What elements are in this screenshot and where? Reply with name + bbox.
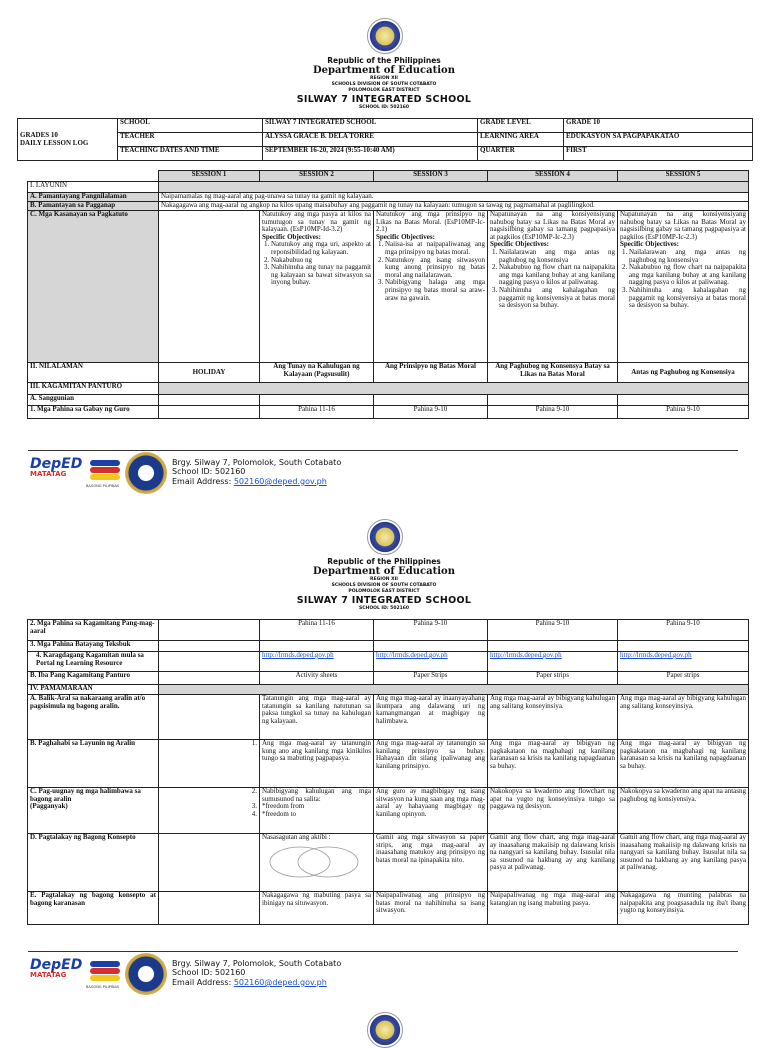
gabay-session-3: Pahina 9-10 <box>374 406 488 419</box>
kasanayan-session-3: Natutukoy ang mga prinsipyo ng Likas na Batas Moral. (EsP10MP-Ic-2.1) Specific Objectives: 1. Naiisa-isa at naipapaliwanag ang mga prinsipyo ng batas moral. 2. Natutukoy ang isang sitwasyon kung anong prinsipyo ng batas moral ang nailalarawan. 3. Nabibigyang halaga ang mga prinsipyo ng batas moral sa araw-araw na gawain. <box>374 211 488 363</box>
kasanayan-session-5: Napatunayan na ang konsiyensiyang nahubog batay sa Likas na Batas Moral ay nagsisilbing gabay sa tamang pagpapasiya at pagkilos (EsP10MP-Ic-2.3) Specific Objectives: 1. Nailalarawan ang mga antas ng paghubog ng konsensiya 2. Nakabubuo ng flow chart na naipapakita ang mga kanilang buhay at ang kanilang nagging pasya o kilos at paliwanag. 3. Nahihinuha ang kahalagahan ng paggamit ng konsiyensiya at batas moral sa desisyon sa buhay. <box>618 211 749 363</box>
kasanayan-session-4: Napatunayan na ang konsiyensiyang nahubog batay sa Likas na Batas Moral ay nagsisilbing gabay sa tamang pagpapasiya at pagkilos (EsP10MP-Ic-2.3) Specific Objectives: 1. Nailalarawan ang mga antas ng paghubog ng konsensiya 2. Nakabubuo ng flow chart na naipapakita ang mga kanilang buhay at ang kanilang nagging pasya o kilos at paliwanag. 3. Nahihinuha ang kahalagahan ng paggamit ng konsiyensiya at batas moral sa desisyon sa buhay. <box>488 211 618 363</box>
pagganap-text: Nakagagawa ang mag-aaral ng angkop na kilos upang maisabuhay ang paggamit ng tunay na kalayaan: tumugon sa tawag ng pagmamahal at paglilingkod. <box>159 202 749 211</box>
kagamitan-label: III. KAGAMITAN PANTURO <box>28 383 159 395</box>
district-text: POLOMOLOK EAST DISTRICT <box>348 88 420 93</box>
page1-header <box>0 56 768 111</box>
footer-address: Brgy. Silway 7, Polomolok, South Cotabato School ID: 502160 Email Address: 502160@deped.gov.ph <box>172 458 342 486</box>
email-link-page2[interactable]: 502160@deped.gov.ph <box>233 977 327 987</box>
session-1-header: SESSION 1 <box>159 171 260 182</box>
nilalaman-session-3: Ang Prinsipyo ng Batas Moral <box>374 363 488 383</box>
pamantayang-text: Naipamamalas ng mag-aaral ang pag-unawa sa tunay na gamit ng kalayaan. <box>159 193 749 202</box>
school-name: SILWAY 7 INTEGRATED SCHOOL <box>296 94 472 105</box>
division-seal-icon-page2 <box>125 953 167 995</box>
deped-seal-icon <box>367 18 403 54</box>
division-seal-icon <box>125 452 167 494</box>
gabay-session-4: Pahina 9-10 <box>488 406 618 419</box>
deped-seal-icon-page2 <box>367 519 403 555</box>
kasanayan-label: C. Mga Kasanayan sa Pagkatuto <box>28 211 159 363</box>
school-value: SILWAY 7 INTEGRATED SCHOOL <box>263 119 478 133</box>
lesson-table-page1 <box>27 170 749 419</box>
gabay-label: 1. Mga Pahina sa Gabay ng Guro <box>28 406 159 419</box>
dates-label: TEACHING DATES AND TIME <box>118 147 263 161</box>
footer-divider <box>28 450 738 451</box>
session-2-header: SESSION 2 <box>260 171 374 182</box>
bagong-karanasan-label: E. Pagtalakay ng bagong konsepto at bagong karanasan <box>28 892 159 925</box>
pamantayang-label: A. Pamantayang Pangnilalaman <box>28 193 159 202</box>
gabay-session-5: Pahina 9-10 <box>618 406 749 419</box>
quarter-label: QUARTER <box>478 147 564 161</box>
deped-logo-page2: DepED MATATAG <box>30 957 83 979</box>
lrmds-link-session-5[interactable]: http://lrmds.deped.gov.ph <box>620 651 692 659</box>
bagong-pilipinas-logo-page2: BAGONG PILIPINAS <box>86 955 124 993</box>
layunin-label: I. LAYUNIN <box>28 182 159 193</box>
department-text: Department of Education <box>313 65 455 76</box>
footer-divider-page2 <box>28 951 738 952</box>
sanggunian-label: A. Sanggunian <box>28 395 159 406</box>
dll-title: GRADES 10 DAILY LESSON LOG <box>18 119 118 161</box>
deped-logo: DepED MATATAG <box>30 456 83 478</box>
venn-activity: Nasasagutan ang aktibi : <box>260 834 374 892</box>
page2-header: Republic of the Philippines Department of Education REGION XII SCHOOLS DIVISION OF SOUTH COTABATO POLOMOLOK EAST DISTRICT SILWAY 7 INTEGRATED SCHOOL SCHOOL ID: 502160 <box>296 557 472 611</box>
division-text: SCHOOLS DIVISION OF SOUTH COTABATO <box>331 82 437 87</box>
area-value: EDUKASYON SA PAGPAPAKATAO <box>564 133 753 147</box>
lesson-table-page2: 2. Mga Pahina sa Kagamitang Pang-mag-aaral Pahina 11-16 Pahina 9-10 Pahina 9-10 Pahina 9-10 3. Mga Pahina Batayang Teksbuk 4. Karagdagang Kagamitan mula sa Portal ng Learning Resource http://lrmds.deped.gov.ph http://lrmds.deped.gov.ph http://lrmds.deped.gov.ph http://lrmds.deped.gov.ph B. Iba Pang Kagamitang Panturo Activity sheets Paper Strips Paper strips Paper strips IV. PAMAMARAAN A. Balik-Aral sa nakaraang aralin at/o pagsisimula ng bagong aralin. Tatanungin ang mga mag-aaral ay tatanungin sa kanilang natutunan sa paksa tungkol sa tunay na kahulugan ng kalayaan. Ang mga mag-aaral ay inaanyayahang ikumpara ang dalawang uri ng kamangmangan at magbigay ng halimbawa. Ang mga mag-aaral ay bibigyang kahulugan ang salitang konseyinsiya. Ang mga mag-aaral ay bibigyang kahulugan ang salitang konseyinsiya. B. Paghahabi sa Layunin ng Aralin 1. Ang mga mag-aaral ay tatanungin kung ano ang kanilang mga kinikilos tungo sa mabuting pagpapasya. Ang mga mag-aaral ay tatanungin sa kanilang prinsipyo sa buhay. Hahayaan din silang ipaliwanag ang kanilang prinsipyo. Ang mga mag-aaral ay bibigyan ng pagkakataon na magbahagi ng kanilang karanasan sa krisis na kanilang napagdaanan sa buhay. Ang mga mag-aaral ay bibigyan ng pagkakataon na magbahagi ng kanilang karanasan sa krisis na kanilang napagdaanan sa buhay. C. Pag-uugnay ng mga halimbawa sa bagong aralin (Pagganyak) 2. 3. 4. Nabibigyang kahulugan ang mga sumusunod na salita: *freedom from *freedom to Ang guro ay magbibigay ng isang sitwasyon na kung saan ang mga mag-aaral ay hahayaang magbigay ng kanilang opinyon. Nakokopya sa kwaderno ang flowchart ng apat na yugto ng konseyinsiya tungo sa paggawa ng desisyon. Nakokopya sa kwaderno ang apat na antasng paghubog ng konsiyensiya. D. Pagtalakay ng Bagong Konsepto Nasasagutan ang aktibi : Gamit ang mga sitwasyon sa paper strips, ang mga mag-aaral ay inaasahang matukoy ang prinsipyo ng batas moral na ipinapakita nito. Gamit ang flow chart, ang mga mag-aaral ay inaasahang makaiisip ng dalawang krisis na nangyari sa kanilang buhay. Isusulat nila sa susunod na hakbang ay ang kanilang pasya at paliwanag. Gamit ang flow chart, ang mga mag-aaral ay inaasahang makaiisip ng dalawang krisis na nangyari sa kanilang buhay. Isusulat nila sa susunod na hakbang ay ang kanilang pasya at paliwanag. E. Pagtalakay ng bagong konsepto at bagong karanasan Nakagagawa ng mabuting pasya sa ibinigay na situwasyon. Naipapaliwanag ang prinsipyo ng batas moral na nahihinuha sa isang sitwasyon. Naipapaliwanag ng mga mag-aaral ang katangian ng isang mabuting pasya. Nakagagawa ng munting palabras na naipapakita ang poagsasadula ng iba't ibang yugto ng konseyinsiya. <box>27 619 749 925</box>
kagamitang-pangmag-aaral-label: 2. Mga Pahina sa Kagamitang Pang-mag-aaral <box>28 620 159 641</box>
footer-page2 <box>30 953 750 999</box>
venn-diagram-icon <box>262 842 366 882</box>
pamamaraan-label: IV. PAMAMARAAN <box>28 685 159 695</box>
paghahabi-label: B. Paghahabi sa Layunin ng Aralin <box>28 740 159 788</box>
lrmds-link-session-4[interactable]: http://lrmds.deped.gov.ph <box>490 651 562 659</box>
area-label: LEARNING AREA <box>478 133 564 147</box>
bagong-pilipinas-logo: BAGONG PILIPINAS <box>86 454 124 492</box>
nilalaman-label: II. NILALAMAN <box>28 363 159 383</box>
teacher-value: ALYSSA GRACE B. DELA TORRE <box>263 133 478 147</box>
gabay-session-2: Pahina 11-16 <box>260 406 374 419</box>
lrmds-link-session-2[interactable]: http://lrmds.deped.gov.ph <box>262 651 334 659</box>
footer-page1 <box>30 452 750 498</box>
school-id: SCHOOL ID: 502160 <box>359 105 409 110</box>
nilalaman-session-5: Antas ng Paghubog ng Konsensiya <box>618 363 749 383</box>
deped-seal-icon-page3 <box>367 1012 403 1048</box>
quarter-value: FIRST <box>564 147 753 161</box>
portal-label: 4. Karagdagang Kagamitan mula sa Portal ng Learning Resource <box>28 652 159 672</box>
pagtalakay-label: D. Pagtalakay ng Bagong Konsepto <box>28 834 159 892</box>
teacher-label: TEACHER <box>118 133 263 147</box>
teksbuk-label: 3. Mga Pahina Batayang Teksbuk <box>28 641 159 652</box>
session-4-header: SESSION 4 <box>488 171 618 182</box>
kasanayan-session-2: Natutukoy ang mga pasya at kilos na tumutugon sa tunay na gamit ng kalayaan. (EsP10MP-Id-3.2) Specific Objectives: 1. Natutukoy ang mga uri, aspekto at reponsibilidad ng kalayaan. 2. Nakabubuo ng 3. Nahihinuha ang tunay na paggamit ng kalayaan sa bawat sitwasyon sa inyong buhay. <box>260 211 374 363</box>
region-text: REGION XII <box>370 76 398 81</box>
nilalaman-session-1: HOLIDAY <box>159 363 260 383</box>
info-table <box>17 118 753 161</box>
nilalaman-session-4: Ang Paghubog ng Konsensya Batay sa Likas na Batas Moral <box>488 363 618 383</box>
republic-text: Republic of the Philippines <box>327 56 441 65</box>
iba-pang-kagamitan-label: B. Iba Pang Kagamitang Panturo <box>28 672 159 685</box>
pagganap-label: B. Pamantayan sa Pagganap <box>28 202 159 211</box>
email-link[interactable]: 502160@deped.gov.ph <box>233 476 327 486</box>
dates-value: SEPTEMBER 16-20, 2024 (9:55-10:40 AM) <box>263 147 478 161</box>
session-5-header: SESSION 5 <box>618 171 749 182</box>
lrmds-link-session-3[interactable]: http://lrmds.deped.gov.ph <box>376 651 448 659</box>
balik-aral-label: A. Balik-Aral sa nakaraang aralin at/o pagsisimula ng bagong aralin. <box>28 695 159 740</box>
nilalaman-session-2: Ang Tunay na Kahulugan ng Kalayaan (Pagsusulit) <box>260 363 374 383</box>
school-label: SCHOOL <box>118 119 263 133</box>
grade-label: GRADE LEVEL <box>478 119 564 133</box>
grade-value: GRADE 10 <box>564 119 753 133</box>
footer-address-page2: Brgy. Silway 7, Polomolok, South Cotabato School ID: 502160 Email Address: 502160@deped.gov.ph <box>172 959 342 987</box>
session-3-header: SESSION 3 <box>374 171 488 182</box>
pag-uugnay-label: C. Pag-uugnay ng mga halimbawa sa bagong aralin (Pagganyak) <box>28 788 159 834</box>
